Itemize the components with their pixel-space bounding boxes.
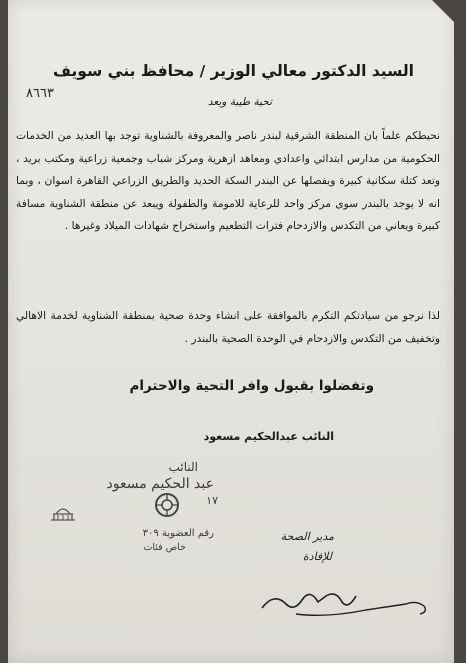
greeting-line: تحية طيبة وبعد — [207, 96, 272, 108]
handwritten-note-line-1: مدير الصحة — [280, 530, 334, 543]
official-stamp — [42, 456, 242, 566]
stamp-title: النائب — [168, 460, 198, 474]
reference-number: ٨٦٦٣ — [26, 86, 54, 101]
closing-line: وتفضلوا بقبول وافر التحية والاحترام — [129, 378, 374, 394]
stamp-name: عبد الحكيم مسعود — [106, 476, 214, 492]
handwritten-note-line-2: للإفادة — [302, 550, 332, 563]
stamp-emblem-icon — [154, 492, 180, 518]
handwritten-signature — [256, 566, 446, 626]
body-paragraph-1: نحيطكم علماً بان المنطقة الشرقية لبندر ناصر والمعروفة بالشناوية توجد بها العديد من الخدمات الحكومية من مدارس ابتدائي واعدادي ومعاهد ازهرية ومركز شباب وجمعية زراعية ومكتب بريد ، وتعد كتلة سكانية كبيرة ويفصلها عن البندر السكة الحديد والطريق الزراعي القاهرة اسوان ، وبما انه لا يوجد بالبندر سوى مركز واحد للرعاية للامومة والطفولة ويبعد عن منطقة الشناوية مسافة كبيرة ويعاني من التكدس والازدحام فترات التطعيم واستخراج شهادات الميلاد وغيرها . — [16, 129, 440, 233]
stamp-number: ١٧ — [206, 494, 218, 507]
stamp-membership: رقم العضوية ٣٠٩ — [142, 528, 214, 539]
signer-name: النائب عبدالحكيم مسعود — [203, 430, 334, 443]
folded-corner — [432, 0, 454, 22]
body-paragraph-2: لذا نرجو من سيادتكم التكرم بالموافقة على انشاء وحدة صحية بمنطقة الشناوية لخدمة الاهالي وتخفيف من التكدس والازدحام في الوحدة الصحية بالبندر . — [16, 309, 440, 345]
parliament-dome-icon — [48, 504, 78, 522]
addressee-title: السيد الدكتور معالي الوزير / محافظ بني سويف — [53, 62, 414, 80]
stamp-category: خاص فئات — [143, 542, 186, 553]
document-page — [8, 0, 454, 663]
